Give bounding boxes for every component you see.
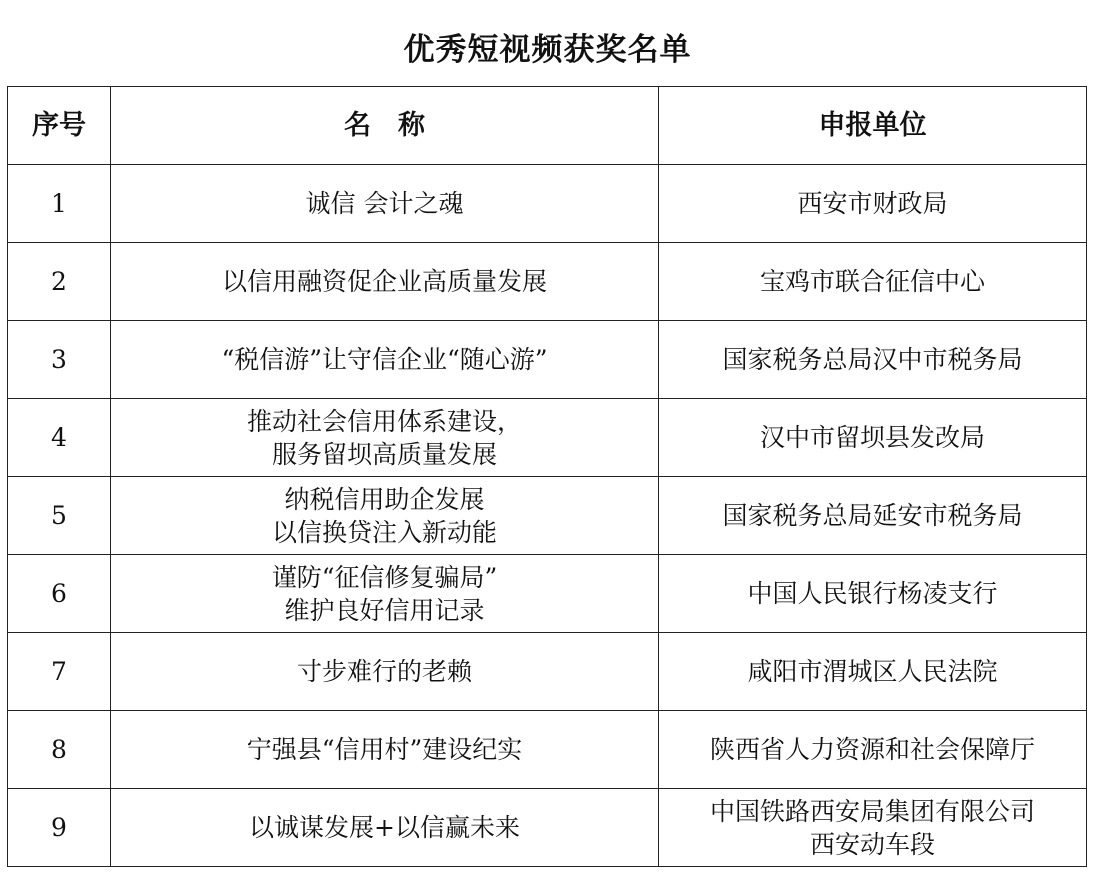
row-unit-line: 西安市财政局 bbox=[797, 189, 948, 218]
row-index: 4 bbox=[8, 399, 111, 477]
row-unit bbox=[659, 633, 1087, 711]
row-index: 7 bbox=[8, 633, 111, 711]
row-unit-line: 咸阳市渭城区人民法院 bbox=[747, 657, 998, 686]
row-name-line: 寸步难行的老赖 bbox=[296, 657, 472, 686]
row-name-line: 维护良好信用记录 bbox=[284, 595, 485, 625]
table-body bbox=[8, 165, 1087, 867]
row-name bbox=[111, 165, 659, 243]
row-unit bbox=[659, 243, 1087, 321]
row-name bbox=[111, 399, 659, 477]
row-unit-line: 陕西省人力资源和社会保障厅 bbox=[709, 735, 1035, 764]
row-name bbox=[111, 633, 659, 711]
table-row bbox=[8, 165, 1087, 243]
row-unit bbox=[659, 477, 1087, 555]
row-unit bbox=[659, 321, 1087, 399]
row-name bbox=[111, 789, 659, 867]
header-unit: 申报单位 bbox=[659, 87, 1087, 165]
row-name-line: 以诚谋发展+以信赢未来 bbox=[249, 813, 520, 842]
row-name-line: 谨防“征信修复骗局” bbox=[271, 562, 498, 592]
row-index: 8 bbox=[8, 711, 111, 789]
row-name-line: “税信游”让守信企业“随心游” bbox=[221, 345, 548, 374]
row-unit-line: 国家税务总局延安市税务局 bbox=[722, 501, 1023, 530]
row-unit-line: 汉中市留坝县发改局 bbox=[759, 423, 985, 452]
header-index: 序号 bbox=[8, 87, 111, 165]
header-name: 名 称 bbox=[111, 87, 659, 165]
row-index: 1 bbox=[8, 165, 111, 243]
table-row bbox=[8, 711, 1087, 789]
row-index: 5 bbox=[8, 477, 111, 555]
row-name-line: 诚信 会计之魂 bbox=[305, 189, 464, 218]
row-name-line: 纳税信用助企发展 bbox=[284, 484, 485, 514]
row-name-line: 以信换贷注入新动能 bbox=[271, 517, 497, 547]
row-name bbox=[111, 243, 659, 321]
table-row bbox=[8, 477, 1087, 555]
row-name-line: 以信用融资促企业高质量发展 bbox=[221, 267, 547, 296]
row-index: 6 bbox=[8, 555, 111, 633]
row-unit-line: 中国铁路西安局集团有限公司 bbox=[709, 796, 1035, 826]
table-row bbox=[8, 243, 1087, 321]
row-unit-line: 西安动车段 bbox=[809, 829, 935, 859]
award-table bbox=[7, 86, 1087, 867]
row-unit bbox=[659, 555, 1087, 633]
page-title: 优秀短视频获奖名单 bbox=[403, 32, 692, 68]
table-header bbox=[8, 87, 1087, 165]
row-unit bbox=[659, 711, 1087, 789]
row-unit bbox=[659, 789, 1087, 867]
table-row bbox=[8, 321, 1087, 399]
row-unit-line: 中国人民银行杨凌支行 bbox=[747, 579, 998, 608]
row-name-line: 宁强县“信用村”建设纪实 bbox=[246, 735, 523, 764]
row-unit bbox=[659, 165, 1087, 243]
header-row bbox=[8, 87, 1087, 165]
row-unit-line: 国家税务总局汉中市税务局 bbox=[722, 345, 1023, 374]
row-index: 9 bbox=[8, 789, 111, 867]
row-name bbox=[111, 477, 659, 555]
row-unit bbox=[659, 399, 1087, 477]
row-unit-line: 宝鸡市联合征信中心 bbox=[759, 267, 985, 296]
row-name bbox=[111, 321, 659, 399]
row-index: 3 bbox=[8, 321, 111, 399]
table-row bbox=[8, 633, 1087, 711]
table-row bbox=[8, 789, 1087, 867]
row-name-line: 服务留坝高质量发展 bbox=[271, 439, 497, 469]
table-row bbox=[8, 399, 1087, 477]
row-index: 2 bbox=[8, 243, 111, 321]
row-name-line: 推动社会信用体系建设， bbox=[246, 406, 522, 436]
table-row bbox=[8, 555, 1087, 633]
row-name bbox=[111, 711, 659, 789]
row-name bbox=[111, 555, 659, 633]
